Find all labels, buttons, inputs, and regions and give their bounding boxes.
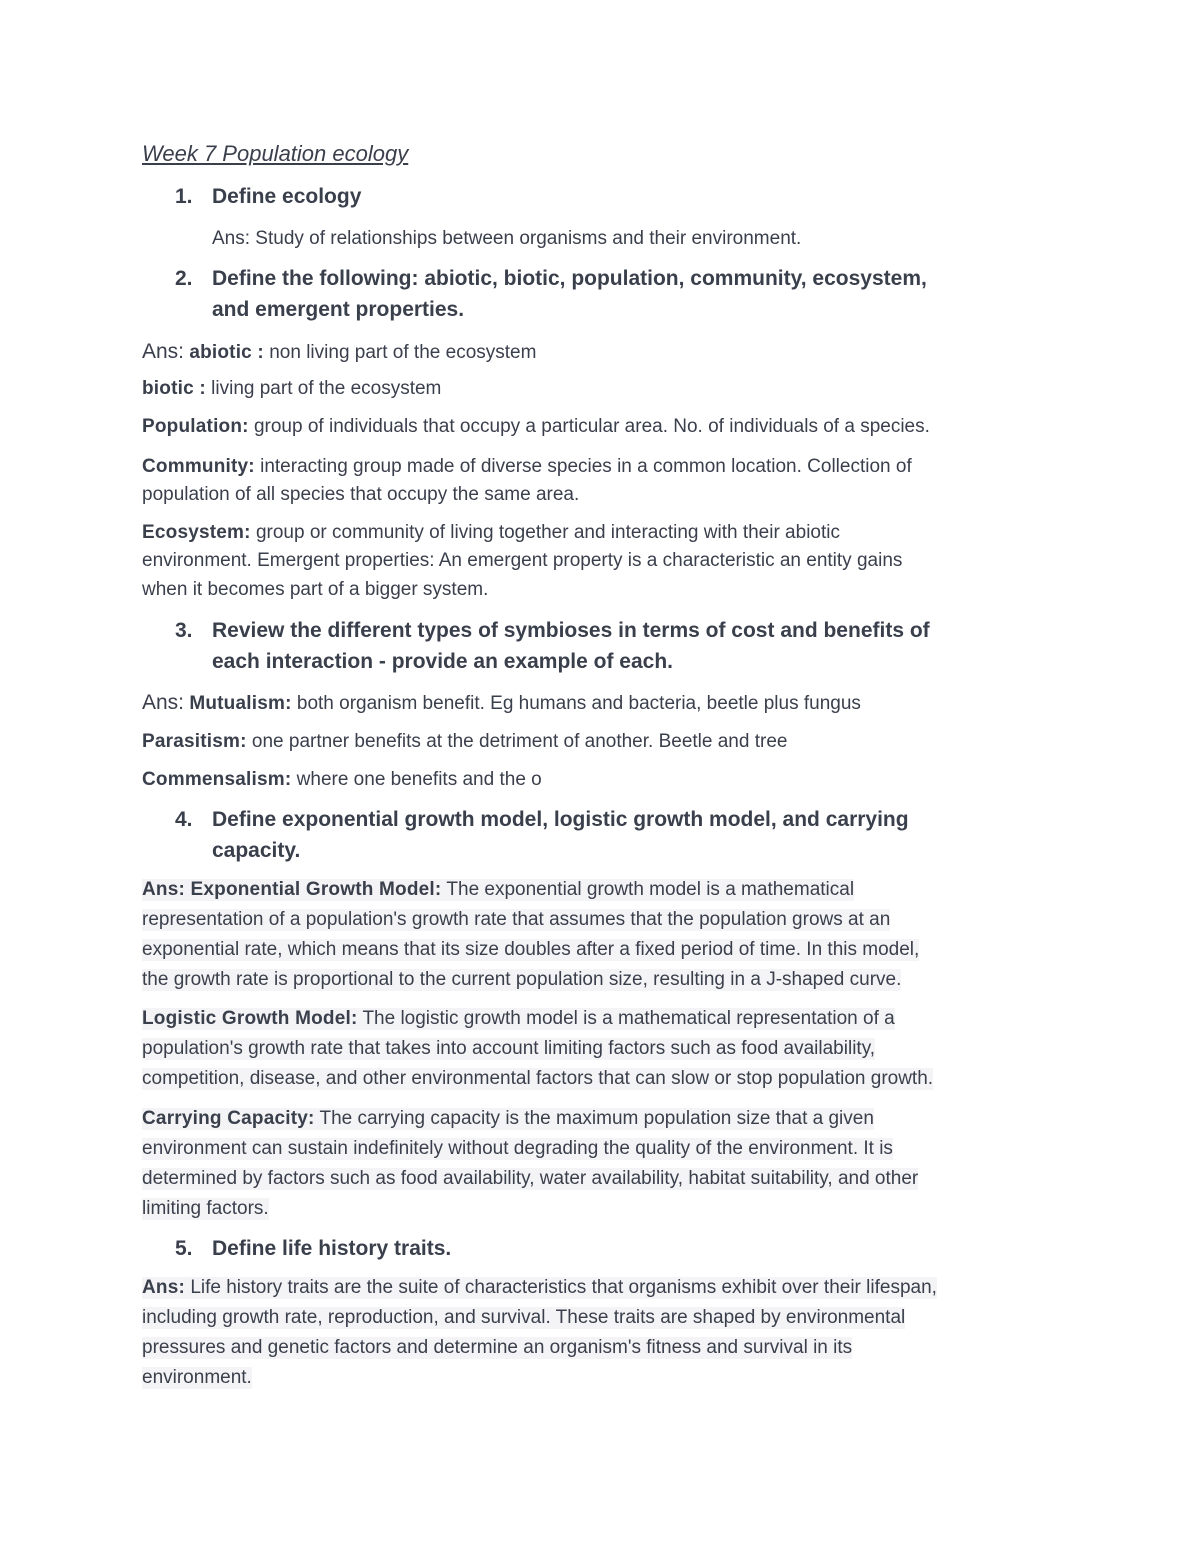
answer-5-line-1: Life history traits are the suite of characteristics that organisms exhibit over their lifespan, (190, 1277, 937, 1298)
question-3-line-2: each interaction - provide an example of each. (212, 650, 673, 673)
question-3-number: 3. (175, 619, 193, 642)
exponential-line-1: The exponential growth model is a mathematical (446, 879, 855, 900)
biotic-text: living part of the ecosystem (211, 378, 442, 399)
carrying-capacity-line-2: environment can sustain indefinitely without degrading the quality of the environment. It is (142, 1138, 893, 1159)
question-2-number: 2. (175, 267, 193, 290)
mutualism-text: both organism benefit. Eg humans and bacteria, beetle plus fungus (296, 693, 861, 714)
question-4-line-1: Define exponential growth model, logistic growth model, and carrying (212, 808, 909, 831)
answer-5-line-2: including growth rate, reproduction, and survival. These traits are shaped by environmental (142, 1307, 906, 1328)
carrying-capacity-line-1: The carrying capacity is the maximum population size that a given (319, 1108, 874, 1129)
answer-1: Ans: Study of relationships between organisms and their environment. (212, 228, 802, 249)
question-4-line-2: capacity. (212, 839, 301, 862)
answer-2-biotic (142, 378, 441, 400)
commensalism-text: where one benefits and the o (296, 769, 542, 790)
logistic-label: Logistic Growth Model: (142, 1008, 358, 1029)
ecosystem-line-3: when it becomes part of a bigger system. (142, 579, 489, 600)
exponential-line-4: the growth rate is proportional to the current population size, resulting in a J-shaped curve. (142, 969, 902, 990)
parasitism-label: Parasitism: (142, 731, 247, 752)
biotic-label: biotic : (142, 378, 206, 399)
answer-2-community (142, 456, 912, 478)
question-5-text: Define life history traits. (212, 1237, 452, 1260)
answer-3-parasitism (142, 731, 787, 753)
question-4-number: 4. (175, 808, 193, 831)
community-label: Community: (142, 456, 255, 477)
logistic-line-1: The logistic growth model is a mathematical representation of a (362, 1008, 895, 1029)
question-2-line-1: Define the following: abiotic, biotic, population, community, ecosystem, (212, 267, 927, 290)
ecosystem-line-1: group or community of living together and interacting with their abiotic (255, 522, 840, 543)
ans-prefix: Ans: (142, 340, 185, 363)
ecosystem-line-2: environment. Emergent properties: An emergent property is a characteristic an entity gains (142, 550, 903, 571)
answer-4-exponential (142, 879, 854, 901)
population-label: Population: (142, 416, 249, 437)
parasitism-text: one partner benefits at the detriment of another. Beetle and tree (251, 731, 788, 752)
question-2-line-2: and emergent properties. (212, 298, 465, 321)
answer-5 (142, 1277, 937, 1299)
carrying-capacity-line-3: determined by factors such as food availability, water availability, habitat suitability, and other (142, 1168, 919, 1189)
answer-3-mutualism (142, 691, 861, 715)
ans-prefix: Ans: (142, 691, 185, 714)
carrying-capacity-line-4: limiting factors. (142, 1198, 269, 1219)
question-3-line-1: Review the different types of symbioses in terms of cost and benefits of (212, 619, 930, 642)
answer-5-label: Ans: (142, 1277, 186, 1298)
community-line-2: population of all species that occupy the same area. (142, 484, 580, 505)
answer-5-line-4: environment. (142, 1367, 252, 1388)
answer-5-line-3: pressures and genetic factors and determine an organism's fitness and survival in its (142, 1337, 853, 1358)
answer-2-population (142, 416, 930, 438)
commensalism-label: Commensalism: (142, 769, 292, 790)
exponential-line-2: representation of a population's growth rate that assumes that the population grows at an (142, 909, 891, 930)
answer-4-logistic (142, 1008, 895, 1030)
logistic-line-3: competition, disease, and other environmental factors that can slow or stop population growth. (142, 1068, 934, 1089)
abiotic-text: non living part of the ecosystem (269, 342, 537, 363)
abiotic-label: abiotic : (189, 342, 264, 363)
population-text: group of individuals that occupy a particular area. No. of individuals of a species. (253, 416, 930, 437)
question-1-number: 1. (175, 185, 193, 208)
exponential-line-3: exponential rate, which means that its size doubles after a fixed period of time. In this model, (142, 939, 920, 960)
answer-2-ecosystem (142, 522, 840, 544)
carrying-capacity-label: Carrying Capacity: (142, 1108, 315, 1129)
question-5-number: 5. (175, 1237, 193, 1260)
ecosystem-label: Ecosystem: (142, 522, 251, 543)
answer-4-carrying-capacity (142, 1108, 874, 1130)
mutualism-label: Mutualism: (189, 693, 292, 714)
exponential-label: Ans: Exponential Growth Model: (142, 879, 442, 900)
question-1-text: Define ecology (212, 185, 362, 208)
answer-3-commensalism (142, 769, 542, 791)
logistic-line-2: population's growth rate that takes into account limiting factors such as food availability, (142, 1038, 876, 1059)
answer-2-abiotic (142, 340, 536, 364)
document-title: Week 7 Population ecology (142, 141, 409, 166)
community-line-1: interacting group made of diverse species in a common location. Collection of (260, 456, 912, 477)
